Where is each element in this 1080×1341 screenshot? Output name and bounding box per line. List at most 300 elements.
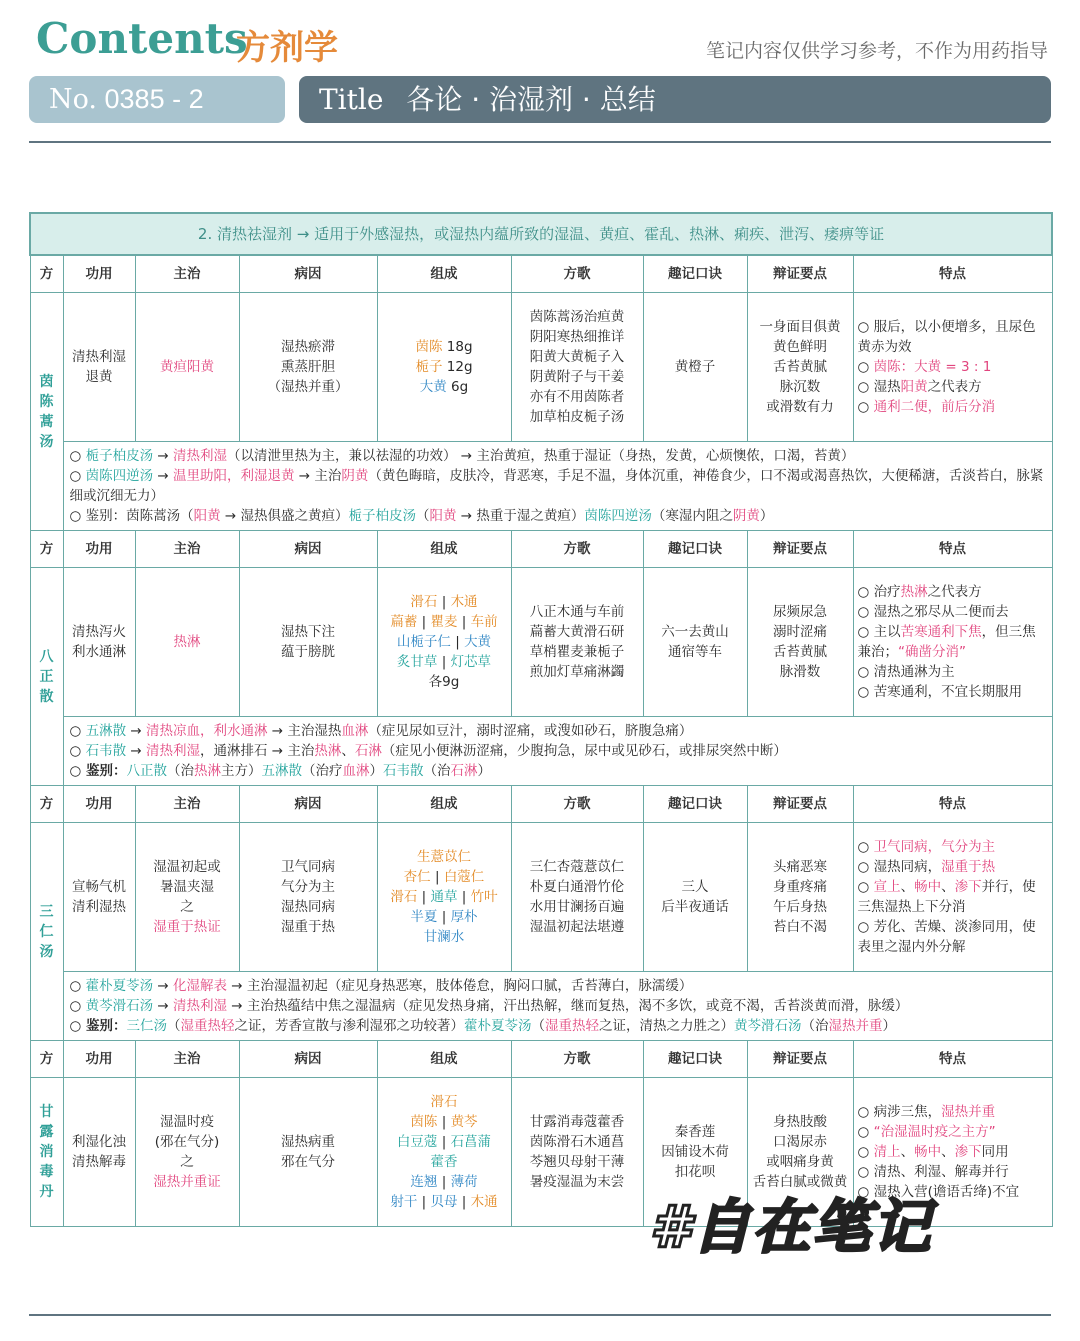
column-header-tedian: 特点 [853, 1041, 1052, 1078]
note-line [70, 1016, 1046, 1036]
tedian-cell-fragment: 畅中 [914, 879, 942, 895]
note-fragment: ○ 鉴别：茵陈蒿汤（ [69, 508, 194, 524]
note-fragment: 热淋 [193, 763, 221, 779]
zucheng-line [380, 672, 509, 692]
tedian-cell-fragment: ○ 苦寒通利，不宜长期服用 [857, 684, 1023, 700]
zucheng-line [380, 867, 509, 887]
fangge-cell-line: 朴夏白通滑竹伦 [529, 879, 625, 895]
tedian-cell-fragment: 渗下 [954, 1144, 982, 1160]
tedian-cell-fragment: “确凿分消” [898, 644, 966, 660]
herb-name: 大黄 [419, 379, 447, 395]
herb-name: 甘澜水 [423, 929, 465, 945]
zhuzhi-cell-fragment: 湿重于热证 [153, 919, 221, 935]
note-fragment: （治 [166, 763, 194, 779]
herb-name: 杏仁 [403, 869, 431, 885]
tedian-cell-line [858, 857, 1048, 877]
herb-name: 薄荷 [450, 1174, 478, 1190]
note-fragment: 化湿解表 [172, 978, 227, 994]
fangge-cell-line: 阴阳寒热细推详 [529, 329, 625, 345]
tedian-cell-fragment: 阳黄 [900, 379, 928, 395]
note-fragment: 黄芩滑石汤 [85, 998, 154, 1014]
column-header-bingyin: 病因 [239, 1041, 377, 1078]
note-fragment: 主方） [220, 763, 262, 779]
watermark-text: #自在笔记 [650, 1193, 933, 1261]
formula-notes-row [30, 442, 1052, 531]
gongyong-cell-line: 清热泻火 [72, 624, 126, 640]
herb-name: 黄芩 [450, 1114, 478, 1130]
formula-notes-row [30, 717, 1052, 786]
koujue-cell-line: 六一去黄山 [661, 624, 729, 640]
column-header-tedian: 特点 [853, 255, 1052, 293]
tedian-cell-fragment: ○ [857, 1144, 874, 1160]
zhuzhi-cell-line [138, 1172, 237, 1192]
herb-separator: | [450, 634, 465, 650]
note-line [70, 466, 1046, 506]
herb-separator: | [417, 1194, 431, 1210]
tedian-cell-fragment: ，但三焦兼治； [857, 624, 1036, 660]
herb-dose: 6g [446, 379, 469, 395]
note-fragment: （以清泄里热为主，兼以祛湿的功效） → 主治黄疸，热重于湿证（身热，发黄，心烦懊侬，口渴，苔黄） [226, 448, 855, 464]
note-fragment: → [153, 978, 173, 994]
tedian-cell-fragment: 湿热并重 [941, 1104, 996, 1120]
bianzheng-cell-line: 黄色鲜明 [773, 339, 827, 355]
zhuzhi-cell-line [138, 917, 237, 937]
bingyin-cell-line: 湿热下注 [281, 624, 335, 640]
note-fragment: ） [759, 508, 774, 524]
koujue-cell [643, 293, 747, 442]
zucheng-cell [377, 1078, 511, 1227]
tedian-cell-fragment: 、 [900, 879, 915, 895]
note-title-badge [299, 76, 1051, 123]
note-fragment: → [126, 723, 146, 739]
tedian-cell-fragment: 之代表方 [927, 584, 982, 600]
tedian-cell-line [858, 317, 1048, 357]
zhuzhi-cell [135, 293, 239, 442]
herb-name: 射干 [390, 1194, 418, 1210]
zhuzhi-cell-line [138, 897, 237, 917]
zhuzhi-cell-fragment: 黄疸阳黄 [160, 359, 214, 375]
tedian-cell-line [858, 1102, 1048, 1122]
fangge-cell-line: 加草柏皮栀子汤 [529, 409, 625, 425]
bianzheng-cell-line: 脉沉数 [779, 379, 821, 395]
column-header-fang: 方 [30, 255, 63, 293]
note-fragment: 清热凉血，利水通淋 [145, 723, 268, 739]
note-fragment: → [153, 448, 173, 464]
note-fragment: 清热利湿 [172, 998, 227, 1014]
bianzheng-cell-line: 或咽痛身黄 [766, 1154, 834, 1170]
koujue-cell [643, 823, 747, 972]
bianzheng-cell-line: 或滑数有力 [766, 399, 834, 415]
tedian-cell-fragment: 宣上 [873, 879, 901, 895]
column-header-zucheng: 组成 [377, 786, 511, 823]
column-header-zhuzhi: 主治 [135, 786, 239, 823]
bianzheng-cell [747, 293, 853, 442]
formula-name [30, 1078, 63, 1227]
herb-dose: 12g [442, 359, 473, 375]
herb-name: 贝母 [430, 1194, 458, 1210]
tedian-cell-fragment: ○ 清热、利湿、解毒并行 [857, 1164, 1009, 1180]
note-line [70, 996, 1046, 1016]
column-header-bianzheng: 辩证要点 [747, 786, 853, 823]
herb-name: 生薏苡仁 [417, 849, 471, 865]
tedian-cell-fragment: ○ [857, 1124, 874, 1140]
note-fragment: ○ [69, 978, 86, 994]
herb-separator: | [437, 594, 451, 610]
column-header-zucheng: 组成 [377, 1041, 511, 1078]
note-fragment: 石韦散 [382, 763, 424, 779]
herb-separator: | [417, 614, 431, 630]
fangge-cell-line: 八正木通与车前 [529, 604, 625, 620]
note-fragment: ○ [69, 468, 86, 484]
bianzheng-cell-line: 溺时涩痛 [773, 624, 827, 640]
bingyin-cell [239, 823, 377, 972]
zucheng-line [380, 1092, 509, 1112]
note-fragment: 石淋 [354, 743, 382, 759]
tedian-cell-fragment: ○ 治疗 [857, 584, 901, 600]
note-fragment: 、 [341, 743, 355, 759]
tedian-cell-line [858, 357, 1048, 377]
tedian-cell-fragment: ○ 湿热之邪尽从二便而去 [857, 604, 1009, 620]
tedian-cell-fragment: ○ 主以 [857, 624, 901, 640]
zucheng-line [380, 337, 509, 357]
tedian-cell-fragment: “治湿温时疫之主方” [873, 1124, 996, 1140]
herb-separator: | [437, 909, 451, 925]
zhuzhi-cell-fragment: 湿温初起或 [153, 859, 221, 875]
tedian-cell-fragment: ○ 湿热 [857, 379, 901, 395]
formula-name [30, 568, 63, 786]
herb-separator: | [457, 614, 471, 630]
column-header-zhuzhi: 主治 [135, 1041, 239, 1078]
herb-name: 厚朴 [450, 909, 478, 925]
zucheng-cell [377, 823, 511, 972]
note-fragment: 石韦散 [85, 743, 127, 759]
tedian-cell-fragment: 茵陈：大黄 = 3 : 1 [873, 359, 992, 375]
column-header-gongyong: 功用 [63, 786, 135, 823]
note-fragment: （ [415, 508, 430, 524]
note-fragment: ○ [69, 723, 86, 739]
zucheng-line [380, 1152, 509, 1172]
column-header-row [30, 255, 1052, 293]
note-fragment: （黄色晦暗，皮肤冷，背恶寒，手足不温，身体沉重，神倦食少，口不渴或渴喜热饮，大便稀溏，舌淡苔白，脉紧细或沉细无力） [69, 468, 1044, 504]
fangge-cell-line: 甘露消毒蔻藿香 [529, 1114, 625, 1130]
tedian-cell-line [858, 1142, 1048, 1162]
note-fragment: 之证，清热之力胜之） [598, 1018, 734, 1034]
herb-name: 车前 [470, 614, 498, 630]
note-fragment: 黄芩滑石汤 [733, 1018, 802, 1034]
bingyin-cell-line: 蕴于膀胱 [281, 644, 335, 660]
column-header-fangge: 方歌 [511, 255, 643, 293]
note-fragment: ） [477, 763, 491, 779]
note-fragment: 血淋 [342, 763, 370, 779]
gongyong-cell-line: 利湿化浊 [72, 1134, 126, 1150]
herb-name: 半夏 [410, 909, 438, 925]
formula-name [30, 823, 63, 1041]
zucheng-line [380, 1112, 509, 1132]
tedian-cell-fragment: 、 [941, 1144, 955, 1160]
zhuzhi-cell-fragment: 之 [180, 899, 194, 915]
herb-name: 白蔻仁 [443, 869, 485, 885]
zhuzhi-cell-line [138, 857, 237, 877]
tedian-cell-line [858, 1122, 1048, 1142]
fangge-cell-line: 亦有不用茵陈者 [529, 389, 625, 405]
note-fragment: → 主治湿热 [267, 723, 342, 739]
tedian-cell-fragment: ○ 服后，以小便增多，且尿色黄赤为效 [857, 319, 1036, 355]
tedian-cell-fragment: ○ [857, 839, 874, 855]
tedian-cell-line [858, 397, 1048, 417]
column-header-fangge: 方歌 [511, 1041, 643, 1078]
fangge-cell-line: 暑疫湿温为末尝 [529, 1174, 625, 1190]
note-line [70, 761, 1046, 781]
formula-notes [63, 717, 1052, 786]
fangge-cell-line: 水用甘澜扬百遍 [529, 899, 625, 915]
bianzheng-cell-line: 脉滑数 [779, 664, 821, 680]
formula-name-char: 三 [39, 903, 54, 920]
tedian-cell-fragment: ○ 湿热同病， [857, 859, 942, 875]
tedian-cell-fragment: 渗下 [954, 879, 982, 895]
note-fragment: （症见小便淋沥涩痛，少腹拘急，尿中或见砂石，或排尿突然中断） [381, 743, 787, 759]
gongyong-cell-line: 宣畅气机 [72, 879, 126, 895]
note-fragment: ○ 鉴别： [69, 763, 127, 779]
note-fragment: → 主治 [294, 468, 342, 484]
bingyin-cell-line: 邪在气分 [281, 1154, 335, 1170]
koujue-cell-line: 因铺设木荷 [661, 1144, 729, 1160]
bianzheng-cell-line: 口渴尿赤 [773, 1134, 827, 1150]
formula-name-char: 露 [39, 1124, 54, 1140]
herb-name: 瞿麦 [430, 614, 458, 630]
column-header-row [30, 786, 1052, 823]
herb-separator: | [457, 889, 471, 905]
zucheng-line [380, 632, 509, 652]
bingyin-cell [239, 1078, 377, 1227]
tedian-cell-fragment: ○ [857, 359, 874, 375]
zucheng-line [380, 927, 509, 947]
tedian-cell [853, 823, 1052, 972]
bingyin-cell-line: 湿重于热 [281, 919, 335, 935]
column-header-bianzheng: 辩证要点 [747, 531, 853, 568]
formula-name-char: 正 [39, 668, 54, 685]
zucheng-line [380, 592, 509, 612]
tedian-cell-fragment: 卫气同病，气分为主 [873, 839, 996, 855]
column-header-bingyin: 病因 [239, 255, 377, 293]
formula-notes [63, 442, 1052, 531]
column-header-zucheng: 组成 [377, 531, 511, 568]
note-fragment: → 湿热俱盛之黄疸） [220, 508, 349, 524]
fangge-cell-line: 草梢瞿麦兼栀子 [529, 644, 625, 660]
zucheng-line [380, 377, 509, 397]
column-header-bingyin: 病因 [239, 531, 377, 568]
zucheng-line [380, 847, 509, 867]
bingyin-cell-line: 卫气同病 [281, 859, 335, 875]
formula-name-char: 丹 [39, 1184, 54, 1200]
fangge-cell-line: 茵陈滑石木通菖 [529, 1134, 625, 1150]
tedian-cell-fragment: 苦寒通利下焦 [900, 624, 982, 640]
column-header-bingyin: 病因 [239, 786, 377, 823]
herb-separator: | [430, 869, 444, 885]
column-header-koujue: 趣记口诀 [643, 531, 747, 568]
column-header-zhuzhi: 主治 [135, 255, 239, 293]
note-fragment: ○ [69, 743, 86, 759]
herb-separator: | [437, 1114, 451, 1130]
gongyong-cell-line: 清利湿热 [72, 899, 126, 915]
note-fragment: 八正散 [126, 763, 167, 779]
herb-name: 木通 [450, 594, 478, 610]
fangge-cell-line: 芩翘贝母射干薄 [529, 1154, 625, 1170]
formula-name-char: 消 [39, 1144, 54, 1160]
note-fragment: 茵陈四逆汤 [85, 468, 154, 484]
herb-name: 灯芯草 [450, 654, 492, 670]
tedian-cell-fragment: 清上 [873, 1144, 901, 1160]
herb-name: 滑石 [410, 594, 438, 610]
zucheng-line [380, 652, 509, 672]
number-value: 0385 - 2 [104, 84, 204, 114]
tedian-cell-line [858, 877, 1048, 917]
tedian-cell [853, 293, 1052, 442]
column-header-koujue: 趣记口诀 [643, 1041, 747, 1078]
herb-name: 藿香 [430, 1154, 458, 1170]
note-fragment: 五淋散 [261, 763, 302, 779]
gongyong-cell-line: 利水通淋 [72, 644, 126, 660]
note-fragment: （ [531, 1018, 545, 1034]
formula-name-char: 仁 [39, 923, 54, 940]
zucheng-line [380, 1132, 509, 1152]
tedian-cell-line [858, 682, 1048, 702]
note-fragment: 茵陈四逆汤 [584, 508, 652, 524]
gongyong-cell-line: 退黄 [85, 369, 113, 385]
note-fragment: 阴黄 [341, 468, 369, 484]
zhuzhi-cell-line [138, 1112, 237, 1132]
tedian-cell-fragment: 之代表方 [927, 379, 982, 395]
tedian-cell-fragment: 、 [941, 879, 955, 895]
note-fragment: 清热利湿 [145, 743, 200, 759]
tedian-cell-line [858, 602, 1048, 622]
note-fragment: 阳黄 [429, 508, 457, 524]
column-header-fangge: 方歌 [511, 786, 643, 823]
note-fragment: ） [882, 1018, 896, 1034]
note-fragment: 三仁汤 [126, 1018, 167, 1034]
note-fragment: （治疗 [301, 763, 343, 779]
herb-name: 石菖蒲 [450, 1134, 492, 1150]
bianzheng-cell-line: 舌苔黄腻 [773, 359, 827, 375]
zhuzhi-cell-line [138, 1152, 237, 1172]
bottom-divider [29, 1314, 1051, 1316]
contents-label: Contents [36, 14, 248, 63]
bianzheng-cell-line: 一身面目俱黄 [759, 319, 841, 335]
note-fragment: （治 [801, 1018, 829, 1034]
note-fragment: 湿热并重 [828, 1018, 883, 1034]
bingyin-cell-line: （湿热并重） [267, 379, 349, 395]
zhuzhi-cell-line [138, 357, 237, 377]
herb-name: 滑石 [390, 889, 418, 905]
tedian-cell-fragment: 并行，使三焦湿热上下分消 [857, 879, 1036, 915]
note-fragment: 藿朴夏苓汤 [463, 1018, 532, 1034]
gongyong-cell [63, 823, 135, 972]
herb-name: 连翘 [410, 1174, 438, 1190]
tedian-cell-fragment: ○ 病涉三焦， [857, 1104, 942, 1120]
note-fragment: ，通淋排石 → 主治 [199, 743, 315, 759]
fangge-cell [511, 293, 643, 442]
bianzheng-cell-line: 苔白不渴 [773, 919, 827, 935]
koujue-cell-line: 后半夜通话 [661, 899, 729, 915]
title-label: Title [319, 83, 384, 116]
herb-name: 滑石 [430, 1094, 458, 1110]
tedian-cell-fragment: 热淋 [900, 584, 928, 600]
bianzheng-cell-line: 午后身热 [773, 899, 827, 915]
tedian-cell-fragment: ○ [857, 879, 874, 895]
tedian-cell-line [858, 917, 1048, 957]
zhuzhi-cell-fragment: (邪在气分) [154, 1134, 220, 1150]
note-fragment: 藿朴夏苓汤 [85, 978, 154, 994]
gongyong-cell-line: 清热解毒 [72, 1154, 126, 1170]
note-fragment: （寒湿内阻之 [651, 508, 733, 524]
note-fragment: 湿重热轻 [180, 1018, 235, 1034]
note-line [70, 446, 1046, 466]
zhuzhi-cell-line [138, 1132, 237, 1152]
note-fragment: → [153, 468, 173, 484]
note-fragment: → 主治热蕴结中焦之湿温病（症见发热身痛，汗出热解，继而复热，渴不多饮，或竟不渴，舌苔淡黄而滑，脉缓） [226, 998, 909, 1014]
note-fragment: 热淋 [314, 743, 342, 759]
zhuzhi-cell-fragment: 湿温时疫 [160, 1114, 214, 1130]
zhuzhi-cell-line [138, 632, 237, 652]
koujue-cell-line: 三人 [681, 879, 709, 895]
tedian-cell-line [858, 837, 1048, 857]
bianzheng-cell-line: 身重疼痛 [773, 879, 827, 895]
column-header-koujue: 趣记口诀 [643, 255, 747, 293]
formula-notes [63, 972, 1052, 1041]
bianzheng-cell-line: 尿频尿急 [773, 604, 827, 620]
note-fragment: → [153, 998, 173, 1014]
herb-name: 炙甘草 [396, 654, 438, 670]
fangge-cell [511, 1078, 643, 1227]
note-fragment: 栀子柏皮汤 [348, 508, 416, 524]
zucheng-line [380, 357, 509, 377]
note-fragment: 血淋 [341, 723, 369, 739]
bingyin-cell-line: 湿热同病 [281, 899, 335, 915]
herb-separator: | [417, 889, 431, 905]
formula-name-char: 甘 [39, 1104, 54, 1120]
fangge-cell-line: 三仁杏蔻薏苡仁 [529, 859, 625, 875]
note-fragment: 清热利湿 [172, 448, 227, 464]
bingyin-cell-line: 气分为主 [281, 879, 335, 895]
note-fragment: 石淋 [450, 763, 478, 779]
zhuzhi-cell [135, 1078, 239, 1227]
formula-table [29, 212, 1051, 1227]
note-line [70, 721, 1046, 741]
note-fragment: ○ [69, 448, 86, 464]
herb-name: 竹叶 [470, 889, 498, 905]
number-label: No. [49, 84, 97, 115]
koujue-cell-line: 扣花呗 [674, 1164, 716, 1180]
column-header-gongyong: 功用 [63, 1041, 135, 1078]
note-number-badge [29, 76, 285, 123]
koujue-cell-line: 秦香莲 [674, 1124, 716, 1140]
column-header-koujue: 趣记口诀 [643, 786, 747, 823]
column-header-row [30, 531, 1052, 568]
formula-row [30, 293, 1052, 442]
zhuzhi-cell-fragment: 之 [180, 1154, 194, 1170]
fangge-cell [511, 568, 643, 717]
herb-name: 茵陈 [415, 339, 443, 355]
tedian-cell-fragment: 湿重于热 [941, 859, 996, 875]
herb-name: 茵陈 [410, 1114, 438, 1130]
title-value: 各论 · 治湿剂 · 总结 [406, 83, 656, 116]
bianzheng-cell-line: 舌苔黄腻 [773, 644, 827, 660]
herb-name: 山栀子仁 [396, 634, 451, 650]
formula-name [30, 293, 63, 531]
zhuzhi-cell-fragment: 湿热并重证 [153, 1174, 221, 1190]
note-fragment: 之证，芳香宣散与渗利湿邪之功较著） [234, 1018, 464, 1034]
fangge-cell-line: 煎加灯草痛淋蠲 [529, 664, 625, 680]
tedian-cell-fragment: ○ 湿热入营(谵语舌绛)不宜 [857, 1184, 1020, 1200]
